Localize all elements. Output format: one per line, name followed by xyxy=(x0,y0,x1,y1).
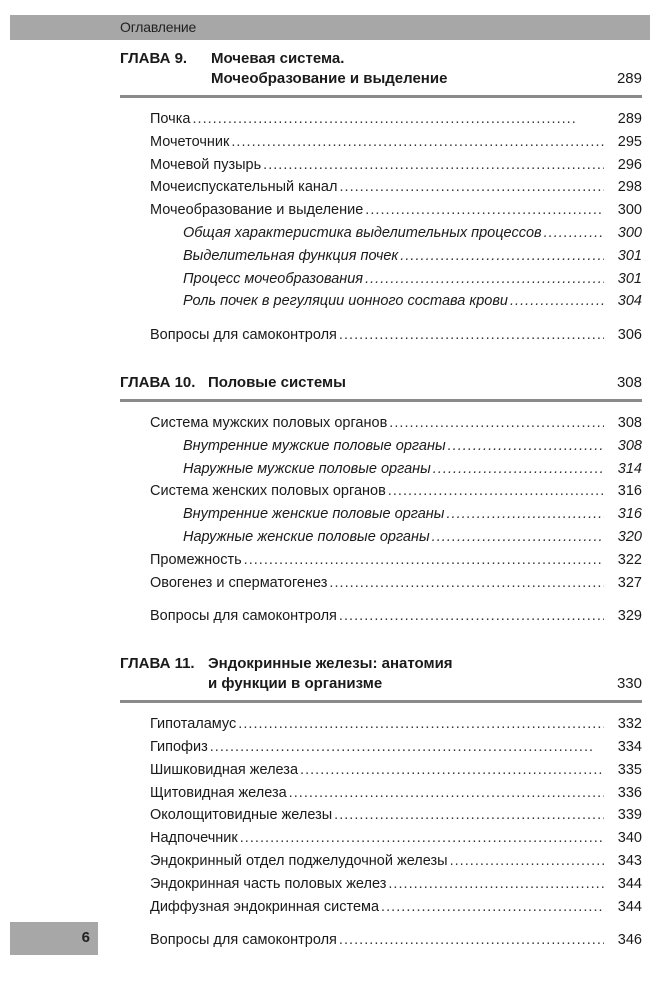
entry-page: 327 xyxy=(617,574,642,591)
chapter-page: 289 xyxy=(616,70,642,87)
toc-subentry xyxy=(120,290,642,313)
chapter-entries xyxy=(120,402,642,628)
dot-leader xyxy=(339,176,604,199)
entry-page: 306 xyxy=(617,327,642,344)
entry-page: 301 xyxy=(617,247,642,264)
dot-leader xyxy=(365,268,604,291)
dot-leader xyxy=(329,572,604,595)
entry-page: 289 xyxy=(617,111,642,127)
chapter-title-line: Мочевая система. xyxy=(211,50,345,67)
dot-leader xyxy=(400,245,604,268)
toc-entry xyxy=(120,131,642,154)
dot-leader xyxy=(388,480,604,503)
entry-page: 336 xyxy=(617,784,642,801)
toc-entry xyxy=(120,549,642,572)
entry-title: Выделительная функция почек xyxy=(183,247,399,264)
dot-leader xyxy=(432,526,604,549)
entry-page: 300 xyxy=(617,202,642,219)
running-header xyxy=(10,15,650,40)
entry-title: Диффузная эндокринная система xyxy=(150,898,380,915)
entry-title: Гипоталамус xyxy=(150,716,237,733)
entry-title: Шишковидная железа xyxy=(150,761,299,778)
entry-title: Эндокринная часть половых желез xyxy=(150,875,387,892)
entry-page: 340 xyxy=(617,830,642,847)
entry-title: Наружные женские половые органы xyxy=(183,528,430,545)
toc-subentry xyxy=(120,526,642,549)
entry-page: 308 xyxy=(617,437,642,454)
chapter-entries xyxy=(120,703,642,952)
toc-entry xyxy=(120,713,642,736)
entry-title: Общая характеристика выделительных процессов xyxy=(183,224,542,241)
toc-entry xyxy=(120,199,642,222)
page-number: 6 xyxy=(81,929,90,946)
entry-title: Промежность xyxy=(150,551,242,568)
entry-title: Надпочечник xyxy=(150,830,238,847)
toc-entry xyxy=(120,108,642,131)
dot-leader xyxy=(231,131,604,154)
dot-leader xyxy=(238,713,604,736)
toc-entry xyxy=(120,804,642,827)
toc-entry xyxy=(120,850,642,873)
dot-leader xyxy=(244,549,604,572)
dot-leader xyxy=(433,458,604,481)
entry-page: 344 xyxy=(617,898,642,915)
chapter-entries xyxy=(120,98,642,347)
toc-entry xyxy=(120,572,642,595)
dot-leader xyxy=(334,804,604,827)
entry-page: 339 xyxy=(617,807,642,824)
dot-leader xyxy=(240,827,604,850)
toc-entry xyxy=(120,782,642,805)
toc-subentry xyxy=(120,435,642,458)
entry-page: 343 xyxy=(617,852,642,869)
dot-leader xyxy=(510,290,604,313)
dot-leader xyxy=(450,850,604,873)
entry-page: 316 xyxy=(617,483,642,500)
entry-page: 329 xyxy=(617,608,642,625)
entry-title: Мочеобразование и выделение xyxy=(150,202,364,219)
toc-subentry xyxy=(120,222,642,245)
table-of-contents xyxy=(120,49,642,978)
entry-title: Вопросы для самоконтроля xyxy=(150,932,337,949)
chapter-page: 308 xyxy=(616,373,642,391)
entry-page: 322 xyxy=(617,551,642,568)
running-header-title: Оглавление xyxy=(120,19,197,35)
entry-title: Щитовидная железа xyxy=(150,784,287,801)
entry-title: Наружные мужские половые органы xyxy=(183,460,431,477)
toc-entry xyxy=(120,736,642,759)
dot-leader xyxy=(210,736,604,759)
dot-leader xyxy=(446,503,604,526)
entry-title: Роль почек в регуляции ионного состава крови xyxy=(183,293,508,310)
entry-page: 304 xyxy=(617,293,642,310)
toc-entry xyxy=(120,896,642,919)
entry-page: 301 xyxy=(617,270,642,287)
dot-leader xyxy=(365,199,604,222)
dot-leader xyxy=(388,873,604,896)
entry-title: Вопросы для самоконтроля xyxy=(150,327,337,344)
toc-entry xyxy=(120,154,642,177)
dot-leader xyxy=(448,435,604,458)
entry-page: 346 xyxy=(617,932,642,949)
toc-entry xyxy=(120,480,642,503)
entry-title: Система женских половых органов xyxy=(150,483,386,500)
chapter-heading xyxy=(120,373,642,402)
toc-entry xyxy=(120,873,642,896)
entry-title: Внутренние женские половые органы xyxy=(183,506,445,523)
entry-title: Мочеточник xyxy=(150,133,230,150)
page-number-tab xyxy=(10,922,98,955)
chapter-section xyxy=(120,654,642,952)
entry-page: 335 xyxy=(617,761,642,778)
dot-leader xyxy=(289,782,604,805)
chapter-label: ГЛАВА 11. xyxy=(120,655,195,673)
dot-leader xyxy=(192,108,604,131)
entry-page: 296 xyxy=(617,156,642,173)
toc-subentry xyxy=(120,268,642,291)
chapter-heading xyxy=(120,654,642,703)
entry-title: Околощитовидные железы xyxy=(150,807,333,824)
toc-entry xyxy=(120,827,642,850)
toc-entry xyxy=(120,324,642,347)
entry-page: 314 xyxy=(617,460,642,477)
entry-page: 300 xyxy=(617,224,642,241)
toc-subentry xyxy=(120,245,642,268)
toc-entry xyxy=(120,412,642,435)
chapter-title-line: и функции в организме xyxy=(208,675,383,693)
dot-leader xyxy=(263,154,604,177)
entry-title: Мочевой пузырь xyxy=(150,156,262,173)
dot-leader xyxy=(339,324,604,347)
toc-subentry xyxy=(120,503,642,526)
chapter-label: ГЛАВА 10. xyxy=(120,373,196,391)
entry-page: 344 xyxy=(617,875,642,892)
entry-title: Процесс мочеобразования xyxy=(183,270,364,287)
dot-leader xyxy=(300,759,604,782)
dot-leader xyxy=(339,929,604,952)
toc-entry xyxy=(120,929,642,952)
entry-title: Эндокринный отдел поджелудочной железы xyxy=(150,852,448,869)
entry-page: 308 xyxy=(617,414,642,431)
chapter-section xyxy=(120,373,642,628)
dot-leader xyxy=(339,605,604,628)
chapter-heading xyxy=(120,49,642,98)
entry-title: Гипофиз xyxy=(150,738,208,755)
dot-leader xyxy=(544,222,604,245)
chapter-title-line: Мочеобразование и выделение xyxy=(211,70,448,87)
dot-leader xyxy=(381,896,604,919)
entry-title: Вопросы для самоконтроля xyxy=(150,608,337,625)
entry-page: 316 xyxy=(617,506,642,523)
entry-page: 295 xyxy=(617,133,642,150)
entry-title: Овогенез и сперматогенез xyxy=(150,574,328,591)
toc-entry xyxy=(120,759,642,782)
entry-title: Система мужских половых органов xyxy=(150,414,388,431)
entry-title: Внутренние мужские половые органы xyxy=(183,437,446,454)
entry-page: 332 xyxy=(617,716,642,733)
entry-page: 334 xyxy=(617,738,642,755)
chapter-label: ГЛАВА 9. xyxy=(120,50,188,67)
entry-page: 298 xyxy=(617,179,642,196)
chapter-section xyxy=(120,49,642,347)
toc-entry xyxy=(120,176,642,199)
entry-page: 320 xyxy=(617,528,642,545)
toc-subentry xyxy=(120,458,642,481)
chapter-title-line: Эндокринные железы: анатомия xyxy=(208,655,453,673)
toc-entry xyxy=(120,605,642,628)
dot-leader xyxy=(389,412,604,435)
entry-title: Почка xyxy=(150,111,191,127)
chapter-title-line: Половые системы xyxy=(208,373,346,391)
entry-title: Мочеиспускательный канал xyxy=(150,179,338,196)
chapter-page: 330 xyxy=(616,675,642,693)
